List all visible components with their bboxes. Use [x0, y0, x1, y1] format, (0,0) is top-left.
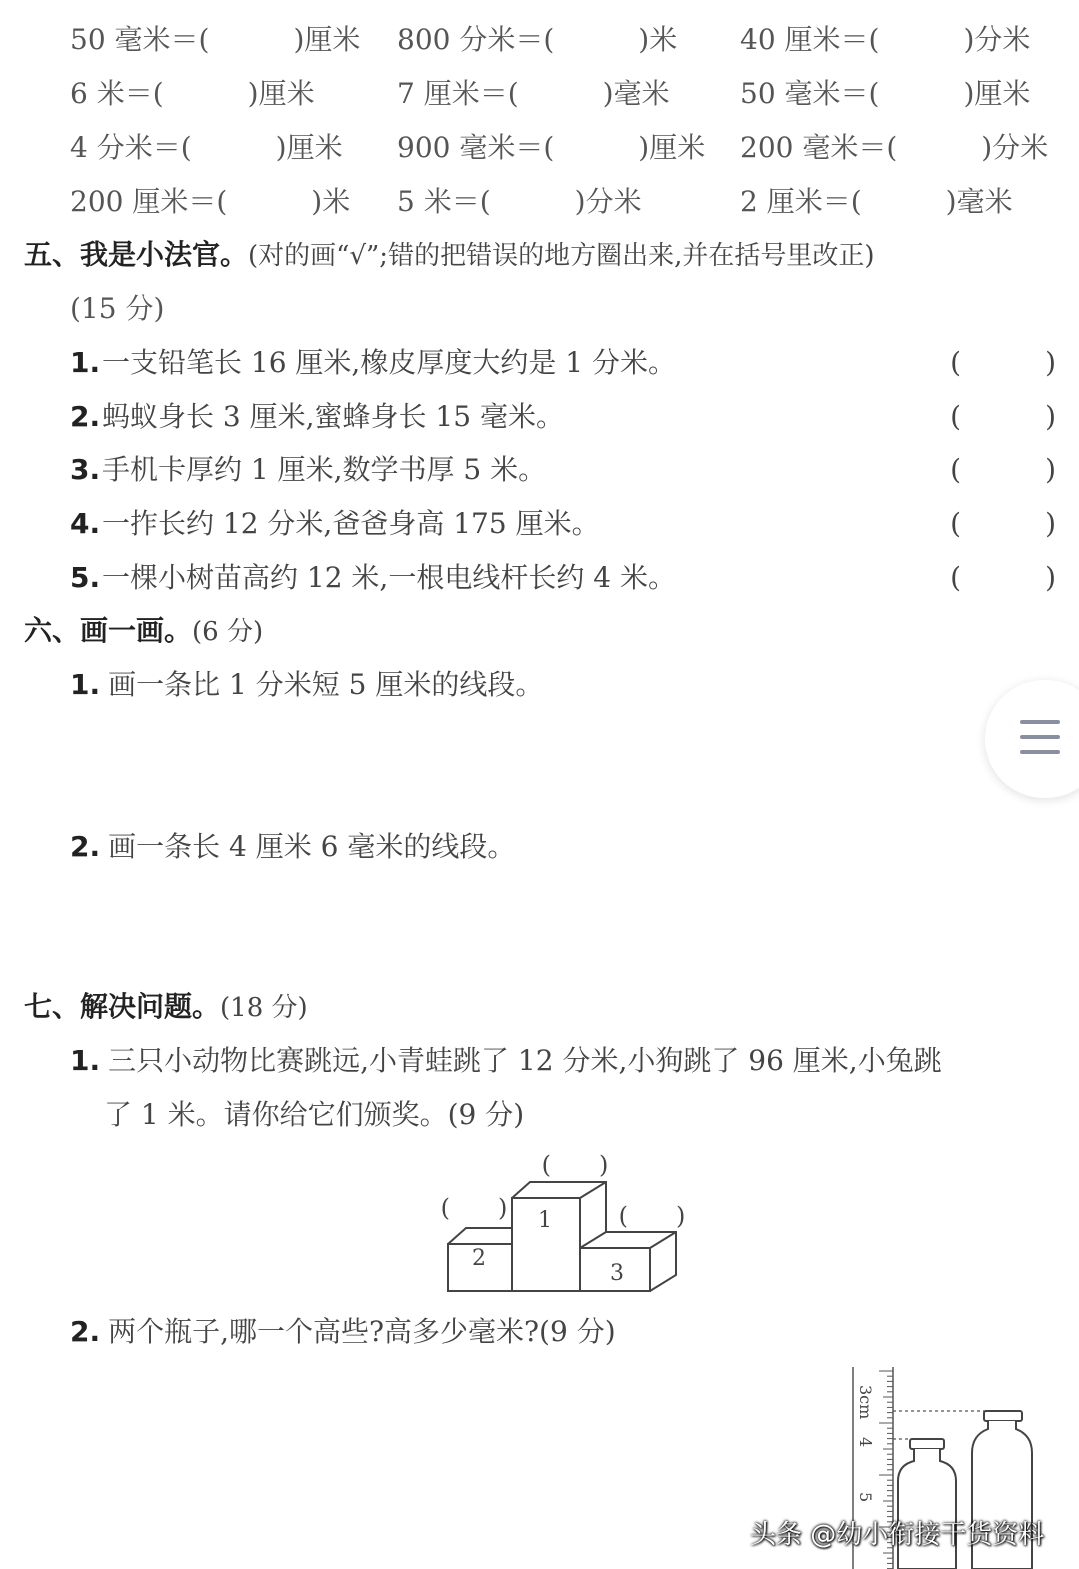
podium-answer-first[interactable]: ( ): [541, 1151, 609, 1179]
problem-2: [70, 1305, 616, 1359]
podium-label-second: 2: [472, 1246, 486, 1271]
item-number: 5.: [70, 561, 101, 594]
podium-label-third: 3: [610, 1261, 624, 1286]
conversion-row: [0, 67, 1079, 121]
item-text: 手机卡厚约 1 厘米,数学书厚 5 米。: [102, 453, 547, 486]
section-6-points: (6 分): [192, 617, 264, 647]
item-number: 1.: [70, 668, 101, 701]
problem-1-line-1: [70, 1034, 942, 1088]
conversion-item: 200 毫米＝( )分米: [740, 131, 1049, 164]
conversion-item: 2 厘米＝( )毫米: [740, 185, 1013, 218]
judge-item: [70, 551, 1060, 605]
item-text: 一棵小树苗高约 12 米,一根电线杆长约 4 米。: [102, 561, 676, 594]
answer-blank[interactable]: ( ): [950, 346, 1056, 379]
answer-blank[interactable]: ( ): [950, 507, 1056, 540]
conversion-item: 7 厘米＝( )毫米: [397, 77, 670, 110]
section-7-title: [24, 980, 308, 1035]
conversion-item: 200 厘米＝( )米: [70, 185, 351, 218]
podium-label-first: 1: [538, 1208, 552, 1233]
section-7-points: (18 分): [220, 993, 308, 1023]
problem-1-line-2: 了 1 米。请你给它们颁奖。(9 分): [104, 1098, 525, 1131]
conversion-item: 4 分米＝( )厘米: [70, 131, 343, 164]
menu-button[interactable]: [985, 680, 1079, 798]
item-number: 2.: [70, 830, 101, 863]
conversion-row: [0, 13, 1079, 67]
item-number: 1.: [70, 346, 101, 379]
item-text: 蚂蚁身长 3 厘米,蜜蜂身长 15 毫米。: [102, 400, 564, 433]
ruler-label-3cm: 3cm: [856, 1385, 875, 1420]
section-5-instruction: (对的画“√”;错的把错误的地方圈出来,并在括号里改正): [248, 241, 875, 271]
section-5-title: [24, 228, 874, 283]
ruler-label-5: 5: [856, 1492, 875, 1503]
item-text: 一支铅笔长 16 厘米,橡皮厚度大约是 1 分米。: [102, 346, 676, 379]
answer-blank[interactable]: ( ): [950, 561, 1056, 594]
section-5-points: (15 分): [70, 292, 165, 325]
section-5-heading: 五、我是小法官。: [24, 238, 249, 271]
judge-item: [70, 336, 1060, 390]
watermark: 头条 @幼小衔接干货资料: [750, 1520, 1045, 1550]
item-text: 画一条比 1 分米短 5 厘米的线段。: [108, 668, 544, 701]
item-text: 一拃长约 12 分米,爸爸身高 175 厘米。: [102, 507, 600, 540]
answer-blank[interactable]: ( ): [950, 400, 1056, 433]
conversion-item: 6 米＝( )厘米: [70, 77, 315, 110]
item-number: 1.: [70, 1044, 101, 1077]
judge-item: [70, 497, 1060, 551]
item-text: 三只小动物比赛跳远,小青蛙跳了 12 分米,小狗跳了 96 厘米,小兔跳: [108, 1044, 942, 1077]
ruler-labels: [856, 1385, 875, 1502]
item-text: 画一条长 4 厘米 6 毫米的线段。: [108, 830, 516, 863]
item-number: 2.: [70, 1315, 101, 1348]
item-number: 2.: [70, 400, 101, 433]
conversion-item: 5 米＝( )分米: [397, 185, 642, 218]
judge-item: [70, 443, 1060, 497]
judge-item: [70, 390, 1060, 444]
conversion-item: 900 毫米＝( )厘米: [397, 131, 706, 164]
draw-item: [70, 820, 515, 874]
section-6-title: [24, 604, 263, 659]
item-text: 两个瓶子,哪一个高些?高多少毫米?(9 分): [108, 1315, 616, 1348]
item-number: 4.: [70, 507, 101, 540]
section-6-heading: 六、画一画。: [24, 614, 193, 647]
conversion-row: [0, 121, 1079, 175]
answer-blank[interactable]: ( ): [950, 453, 1056, 486]
conversion-item: 40 厘米＝( )分米: [740, 23, 1031, 56]
item-number: 3.: [70, 453, 101, 486]
conversion-item: 50 毫米＝( )厘米: [70, 23, 361, 56]
podium-answer-third[interactable]: ( ): [618, 1202, 686, 1230]
conversion-row: [0, 175, 1079, 229]
draw-item: [70, 658, 543, 712]
conversion-item: 50 毫米＝( )厘米: [740, 77, 1031, 110]
podium-answer-second[interactable]: ( ): [440, 1194, 508, 1222]
ruler-label-4: 4: [856, 1437, 875, 1448]
podium-figure: [432, 1148, 702, 1298]
conversion-item: 800 分米＝( )米: [397, 23, 678, 56]
section-7-heading: 七、解决问题。: [24, 990, 221, 1023]
